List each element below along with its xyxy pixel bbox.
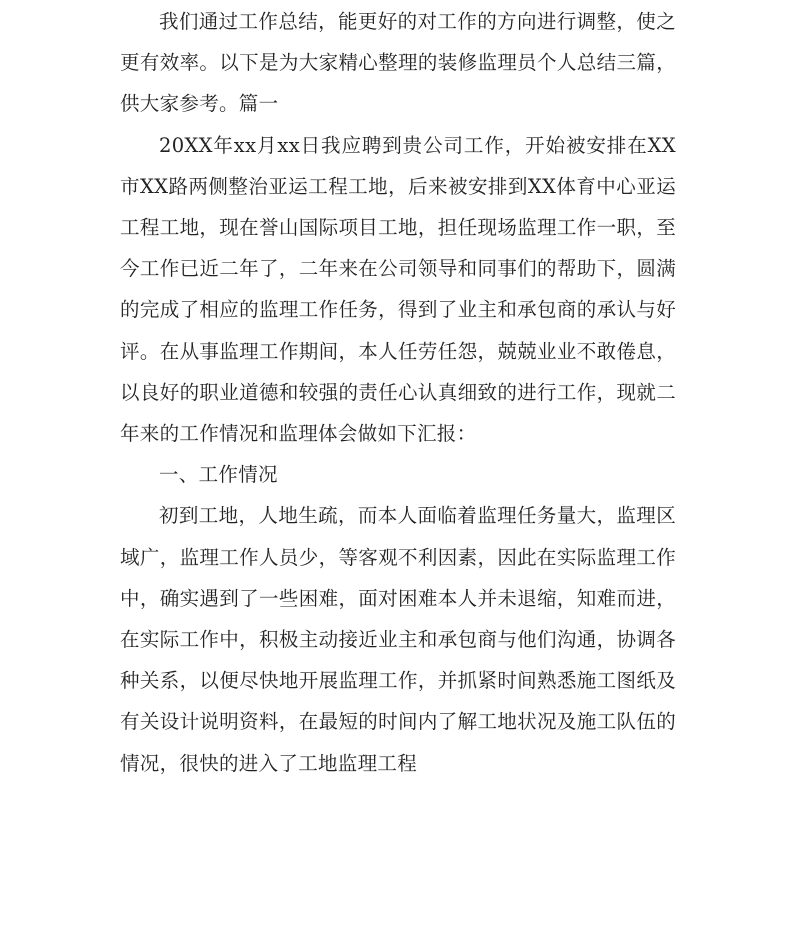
- background-paragraph: 20XX年xx月xx日我应聘到贵公司工作，开始被安排在XX市XX路两侧整治亚运工程工地，后来被安排到XX体育中心亚运工程工地，现在誉山国际项目工地，担任现场监理工作一职，至今工作已近二年了，二年来在公司领导和同事们的帮助下，圆满的完成了相应的监理工作任务，得到了业主和承包商的承认与好评。在从事监理工作期间，本人任劳任怨，兢兢业业不敢倦息，以良好的职业道德和较强的责任心认真细致的进行工作，现就二年来的工作情况和监理体会做如下汇报：: [120, 133, 676, 446]
- section-heading: 一、工作情况: [159, 463, 278, 487]
- document-page: [120, 0, 676, 936]
- work-situation-paragraph: 初到工地，人地生疏，而本人面临着监理任务量大，监理区域广，监理工作人员少，等客观不利因素，因此在实际监理工作中，确实遇到了一些困难，面对困难本人并未退缩，知难而进，在实际工作中，积极主动接近业主和承包商与他们沟通，协调各种关系，以便尽快地开展监理工作，并抓紧时间熟悉施工图纸及有关设计说明资料，在最短的时间内了解工地状况及施工队伍的情况，很快的进入了工地监理工程: [120, 504, 676, 775]
- intro-paragraph: 我们通过工作总结，能更好的对工作的方向进行调整，使之更有效率。以下是为大家精心整理的装修监理员个人总结三篇，供大家参考。篇一: [120, 10, 676, 116]
- document-body: [120, 1, 676, 784]
